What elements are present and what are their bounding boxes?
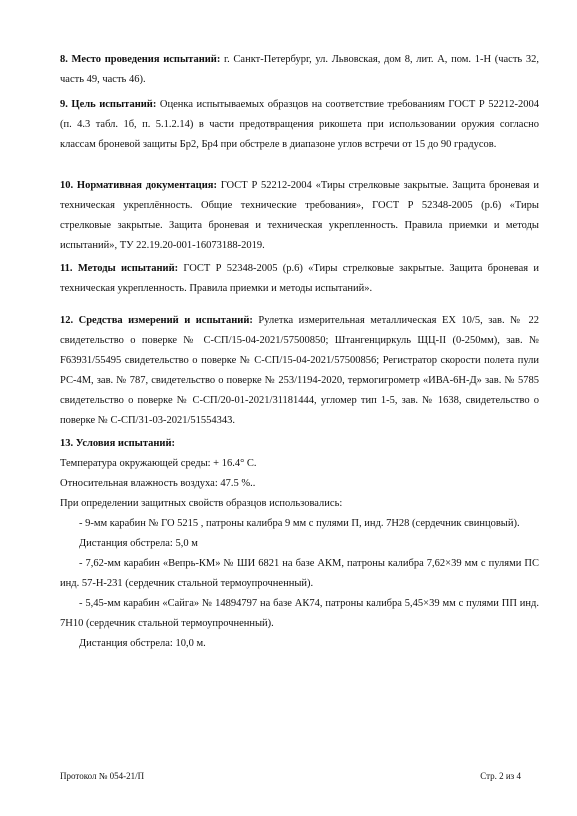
section-13-temperature: Температура окружающей среды: + 16.4° С. [60,458,257,469]
section-10-text: ГОСТ Р 52212-2004 «Тиры стрелковые закрытые. Защита броневая и техническая укреплённость. Общие технические требования», ГОСТ Р 52348-2005 (р.6) «Тиры стрелковые закрытые. Защита броневая и техническая укрепленность. Правила приемки и методы испытаний», ТУ 22.19.20-001-16073188-2019. [60,180,539,251]
section-9-label: 9. Цель испытаний: [60,99,157,110]
section-13-item-2: - 7,62-мм карабин «Вепрь-КМ» № ШИ 6821 на базе АКМ, патроны калибра 7,62×39 мм с пулями ПС инд. 57-Н-231 (сердечник стальной термоупрочненный). [60,558,539,589]
section-13 [60,434,539,654]
section-11-label: 11. Методы испытаний: [60,263,179,274]
section-12 [60,311,539,431]
section-13-label: 13. Условия испытаний: [60,438,176,449]
section-9 [60,95,539,155]
section-11 [60,259,539,299]
section-8-text: г. Санкт-Петербург, ул. Львовская, дом 8, лит. А, пом. 1-Н (часть 32, часть 49, часть 46). [60,54,539,85]
section-11-text: ГОСТ Р 52348-2005 (р.6) «Тиры стрелковые закрытые. Защита броневая и техническая укрепленность. Правила приемки и методы испытаний». [60,263,539,294]
section-10-label: 10. Нормативная документация: [60,180,217,191]
section-9-text: Оценка испытываемых образцов на соответствие требованиям ГОСТ Р 52212-2004 (п. 4.3 табл. 1б, п. 5.1.2.14) в части предотвращения рикошета при использовании оружия согласно классам броневой защиты Бр2, Бр4 при обстреле в диапазоне углов встречи от 15 до 90 градусов. [60,99,539,150]
section-13-distance-2: Дистанция обстрела: 10,0 м. [79,638,206,649]
section-13-item-1: - 9-мм карабин № ГО 5215 , патроны калибра 9 мм с пулями П, инд. 7Н28 (сердечник свинцовый). [79,518,520,529]
section-13-item-3: - 5,45-мм карабин «Сайга» № 14894797 на базе АК74, патроны калибра 5,45×39 мм с пулями ПП инд. 7Н10 (сердечник стальной термоупрочненный). [60,598,539,629]
footer-page-number: Стр. 2 из 4 [480,771,521,781]
section-8 [60,50,539,90]
section-13-distance-1: Дистанция обстрела: 5,0 м [79,538,198,549]
footer-protocol: Протокол № 054-21/П [60,771,145,781]
section-13-intro: При определении защитных свойств образцов использовались: [60,498,343,509]
section-13-humidity: Относительная влажность воздуха: 47.5 %.. [60,478,256,489]
section-12-text: Рулетка измерительная металлическая ЕХ 10/5, зав. № 22 свидетельство о поверке № С-СП/15-04-2021/57500850; Штангенциркуль ЩЦ-II (0-250мм), зав. № F63931/55495 свидетельство о поверке № С-СП/15-04-2021/57500856; Регистратор скорости полета пули РС-4М, зав. № 787, свидетельство о поверке № 253/1194-2020, термогигрометр «ИВА-6Н-Д» зав. № 5785 свидетельство о поверке № С-СП/20-01-2021/31181444, угломер тип 1-5, зав. № 1638, свидетельство о поверке № С-СП/31-03-2021/51554343. [60,315,539,426]
section-12-label: 12. Средства измерений и испытаний: [60,315,253,326]
section-10 [60,176,539,256]
section-8-label: 8. Место проведения испытаний: [60,54,221,65]
